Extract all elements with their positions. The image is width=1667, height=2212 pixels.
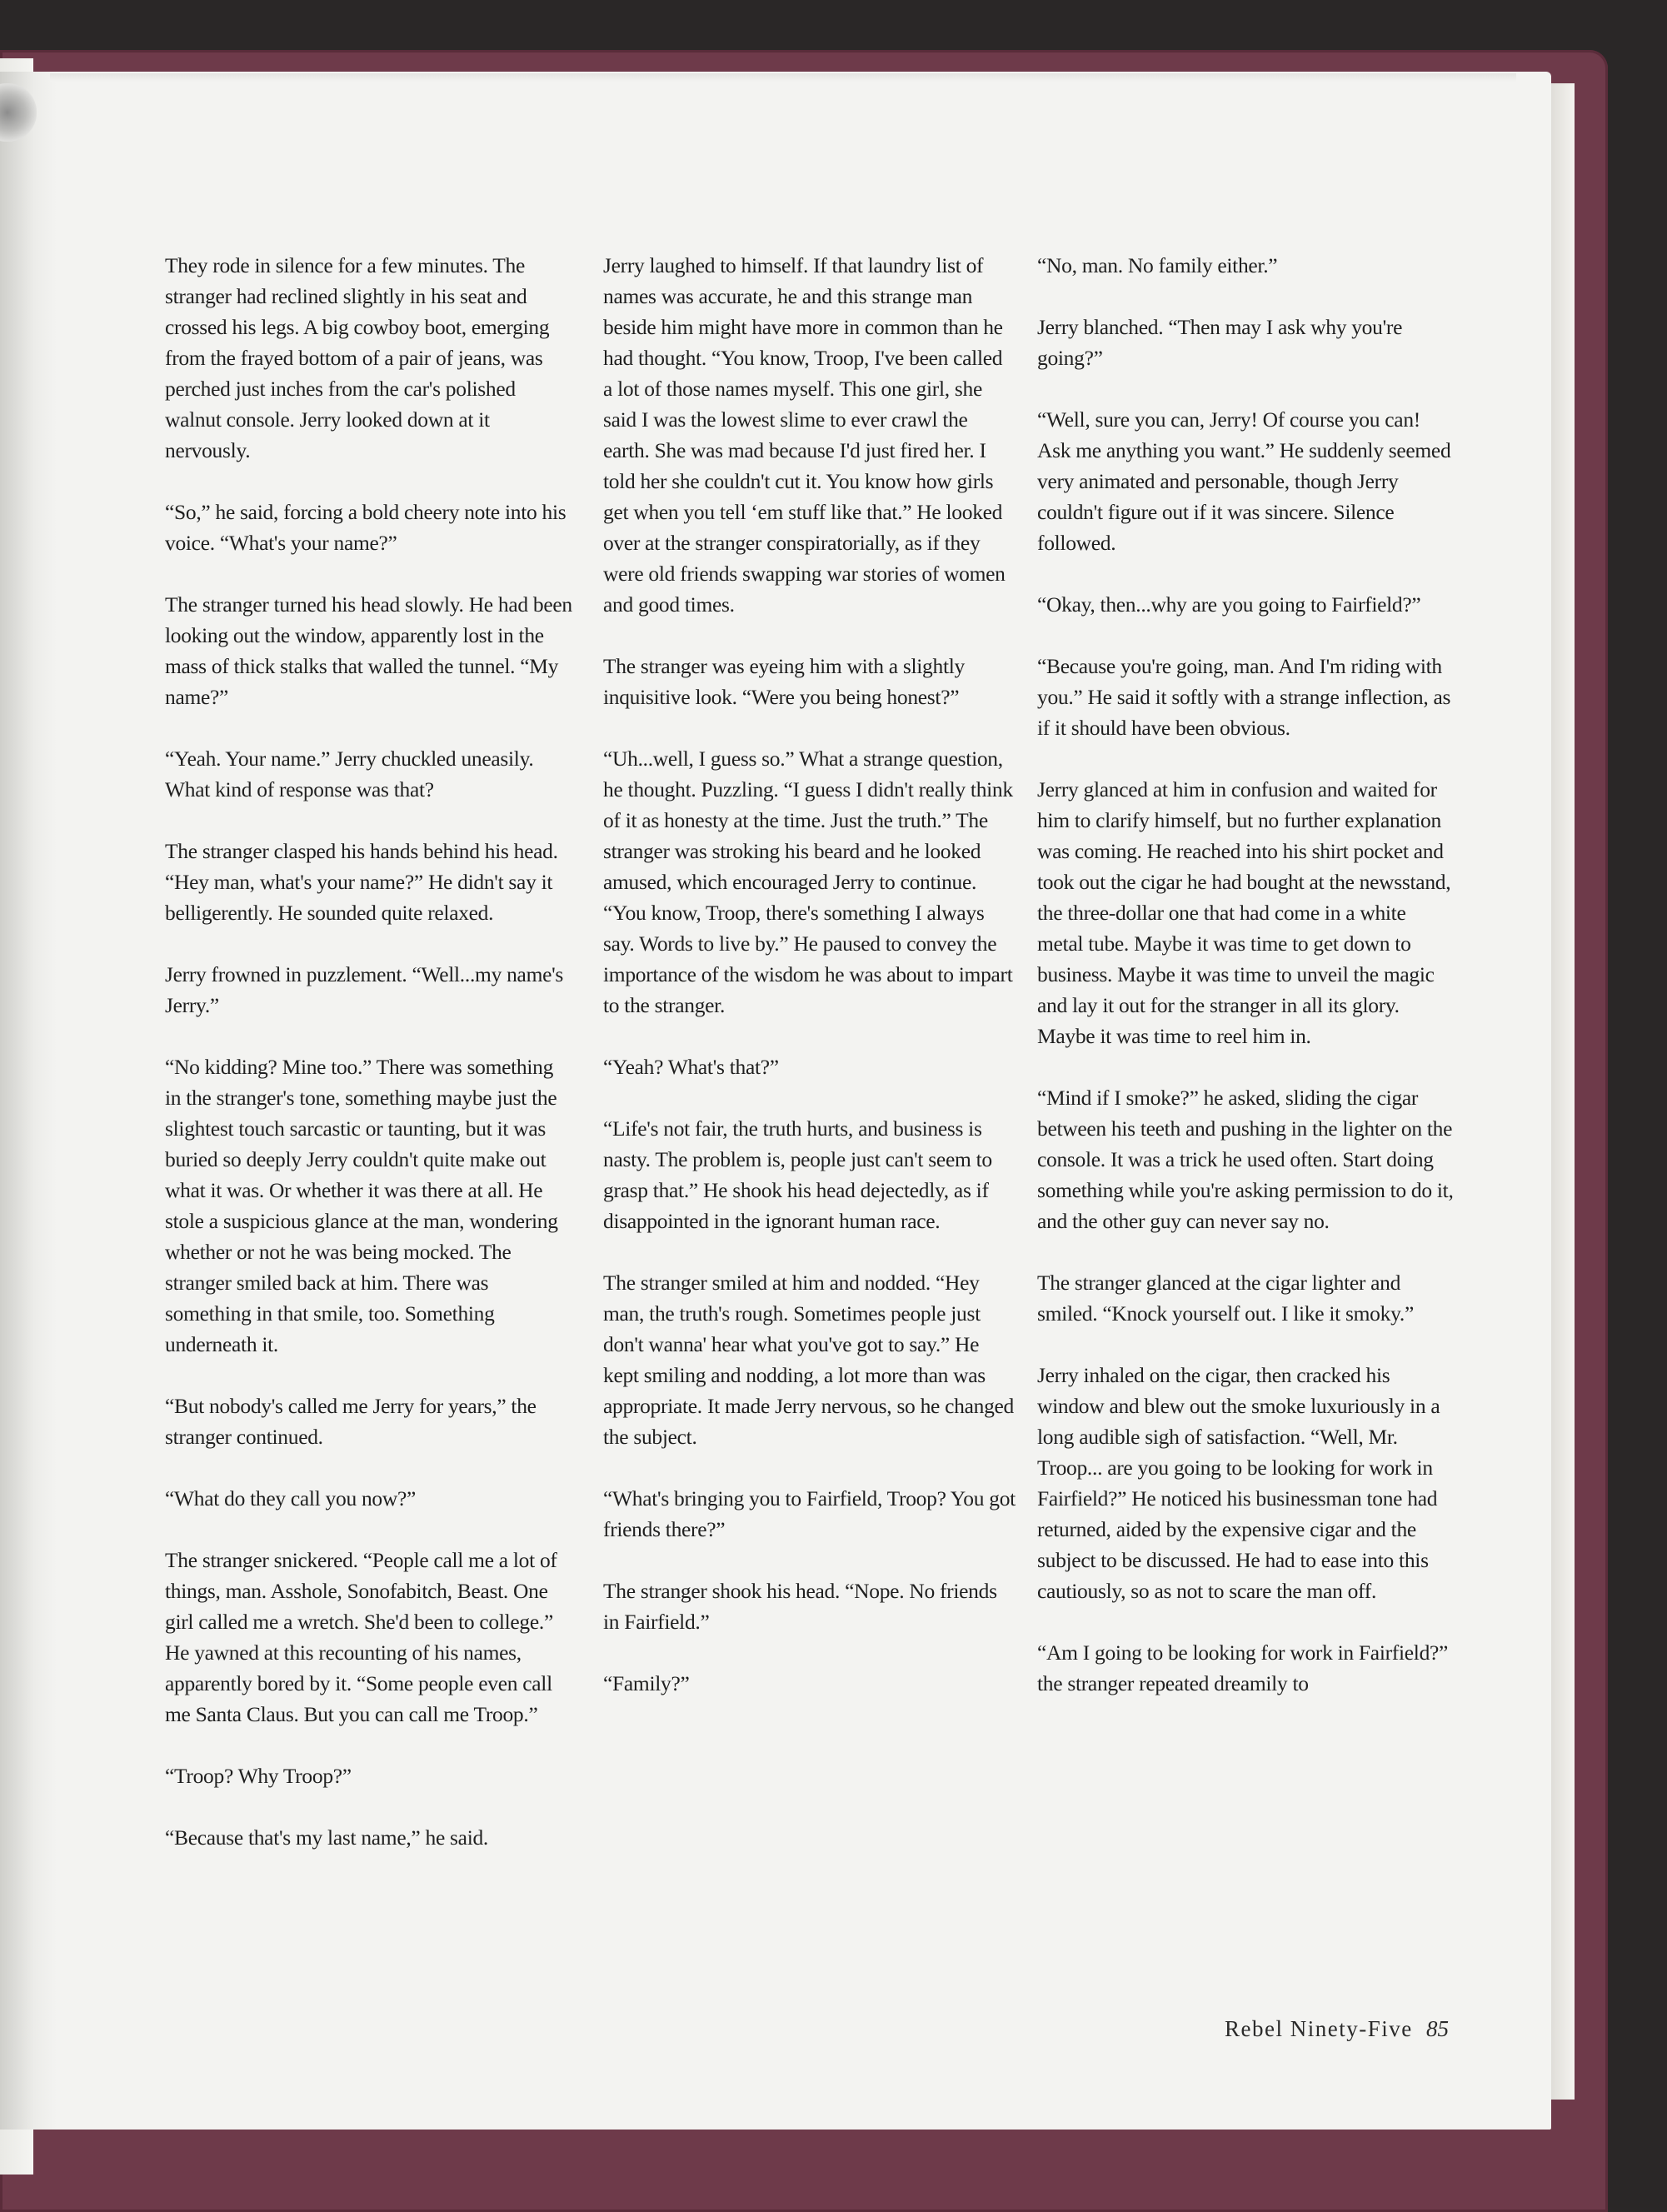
- paragraph: The stranger was eyeing him with a slightly inquisitive look. “Were you being honest?”: [603, 654, 965, 709]
- paragraph: The stranger snickered. “People call me a lot of things, man. Asshole, Sonofabitch, Beast. One girl called me a wretch. She'd been to college.” He yawned at this recounting of his names, apparently bored by it. “Some people even call me Santa Claus. But you can call me Troop.”: [165, 1548, 557, 1726]
- paragraph: “No kidding? Mine too.” There was something in the stranger's tone, something maybe just the slightest touch sarcastic or taunting, but it was buried so deeply Jerry couldn't quite make out what it was. Or whether it was there at all. He stole a suspicious glance at the man, wondering whether or not he was being mocked. The stranger smiled back at him. There was something in that smile, too. Something underneath it.: [165, 1055, 558, 1356]
- paragraph: “So,” he said, forcing a bold cheery note into his voice. “What's your name?”: [165, 500, 566, 555]
- paragraph: “What's bringing you to Fairfield, Troop? You got friends there?”: [603, 1486, 1016, 1541]
- paragraph: They rode in silence for a few minutes. The stranger had reclined slightly in his seat and crossed his legs. A big cowboy boot, emerging from the frayed bottom of a pair of jeans, was perched just inches from the car's polished walnut console. Jerry looked down at it nervously.: [165, 253, 550, 462]
- paragraph: “Family?”: [603, 1671, 690, 1695]
- paragraph: “Well, sure you can, Jerry! Of course you can! Ask me anything you want.” He suddenly seemed very animated and personable, though Jerry couldn't figure out if it was sincere. Silence followed.: [1037, 407, 1451, 555]
- paragraph: “No, man. No family either.”: [1037, 253, 1278, 277]
- paragraph: “Mind if I smoke?” he asked, sliding the cigar between his teeth and pushing in the lighter on the console. It was a trick he used often. Start doing something while you're asking permission to do it, and the other guy can never say no.: [1037, 1086, 1454, 1233]
- paragraph: “Life's not fair, the truth hurts, and business is nasty. The problem is, people just can't seem to grasp that.” He shook his head dejectedly, as if disappointed in the ignorant human race.: [603, 1116, 992, 1233]
- paragraph: “Okay, then...why are you going to Fairfield?”: [1037, 592, 1421, 617]
- paragraph: “Because that's my last name,” he said.: [165, 1825, 489, 1850]
- paragraph: Jerry glanced at him in confusion and waited for him to clarify himself, but no further explanation was coming. He reached into his shirt pocket and took out the cigar he had bought at the newsstand, the three-dollar one that had come in a white metal tube. Maybe it was time to get down to business. Maybe it was time to unveil the magic and lay it out for the stranger in all its glory. Maybe it was time to reel him in.: [1037, 777, 1451, 1048]
- paragraph: The stranger shook his head. “Nope. No friends in Fairfield.”: [603, 1579, 997, 1634]
- paragraph: Jerry blanched. “Then may I ask why you're going?”: [1037, 315, 1403, 370]
- paragraph: The stranger turned his head slowly. He had been looking out the window, apparently lost in the mass of thick stalks that walled the tunnel. “My name?”: [165, 592, 572, 709]
- paragraph: “Yeah? What's that?”: [603, 1055, 779, 1079]
- page-gutter: [0, 72, 57, 2130]
- text-column-3: [1037, 250, 1454, 1730]
- binding-curl: [0, 83, 37, 142]
- paragraph: The stranger glanced at the cigar lighter and smiled. “Knock yourself out. I like it smoky.”: [1037, 1271, 1414, 1326]
- page-footer: [1225, 2016, 1449, 2042]
- paragraph: “Troop? Why Troop?”: [165, 1764, 352, 1788]
- paragraph: “But nobody's called me Jerry for years,” the stranger continued.: [165, 1394, 537, 1449]
- page-number: 85: [1425, 2016, 1449, 2041]
- publication-name: Rebel Ninety-Five: [1225, 2016, 1413, 2041]
- paragraph: “Because you're going, man. And I'm riding with you.” He said it softly with a strange inflection, as if it should have been obvious.: [1037, 654, 1451, 740]
- page-top-edge: [50, 73, 1516, 82]
- paragraph: Jerry laughed to himself. If that laundry list of names was accurate, he and this strange man beside him might have more in common than he had thought. “You know, Troop, I've been called a lot of those names myself. This one girl, she said I was the lowest slime to ever crawl the earth. She was mad because I'd just fired her. I told her she couldn't cut it. You know how girls get when you tell ‘em stuff like that.” He looked over at the stranger conspiratorially, as if they were old friends swapping war stories of women and good times.: [603, 253, 1006, 617]
- paragraph: The stranger smiled at him and nodded. “Hey man, the truth's rough. Sometimes people just don't wanna' hear what you've got to say.” He kept smiling and nodding, a lot more than was appropriate. It made Jerry nervous, so he changed the subject.: [603, 1271, 1014, 1449]
- paragraph: Jerry frowned in puzzlement. “Well...my name's Jerry.”: [165, 962, 564, 1017]
- text-column-1: [165, 250, 573, 1884]
- paragraph: “Yeah. Your name.” Jerry chuckled uneasily. What kind of response was that?: [165, 746, 534, 801]
- paragraph: The stranger clasped his hands behind his head. “Hey man, what's your name?” He didn't say it belligerently. He sounded quite relaxed.: [165, 839, 558, 925]
- paragraph: Jerry inhaled on the cigar, then cracked his window and blew out the smoke luxuriously in a long audible sigh of satisfaction. “Well, Mr. Troop... are you going to be looking for work in Fairfield?” He noticed his businessman tone had returned, aided by the expensive cigar and the subject to be discussed. He had to ease into this cautiously, so as not to scare the man off.: [1037, 1363, 1440, 1603]
- paragraph: “Am I going to be looking for work in Fairfield?” the stranger repeated dreamily to: [1037, 1640, 1449, 1695]
- text-column-2: [603, 250, 1016, 1730]
- paragraph: “Uh...well, I guess so.” What a strange question, he thought. Puzzling. “I guess I didn't really think of it as honesty at the time. Just the truth.” The stranger was stroking his beard and he looked amused, which encouraged Jerry to continue. “You know, Troop, there's something I always say. Words to live by.” He paused to convey the importance of the wisdom he was about to impart to the stranger.: [603, 746, 1013, 1017]
- paragraph: “What do they call you now?”: [165, 1486, 417, 1510]
